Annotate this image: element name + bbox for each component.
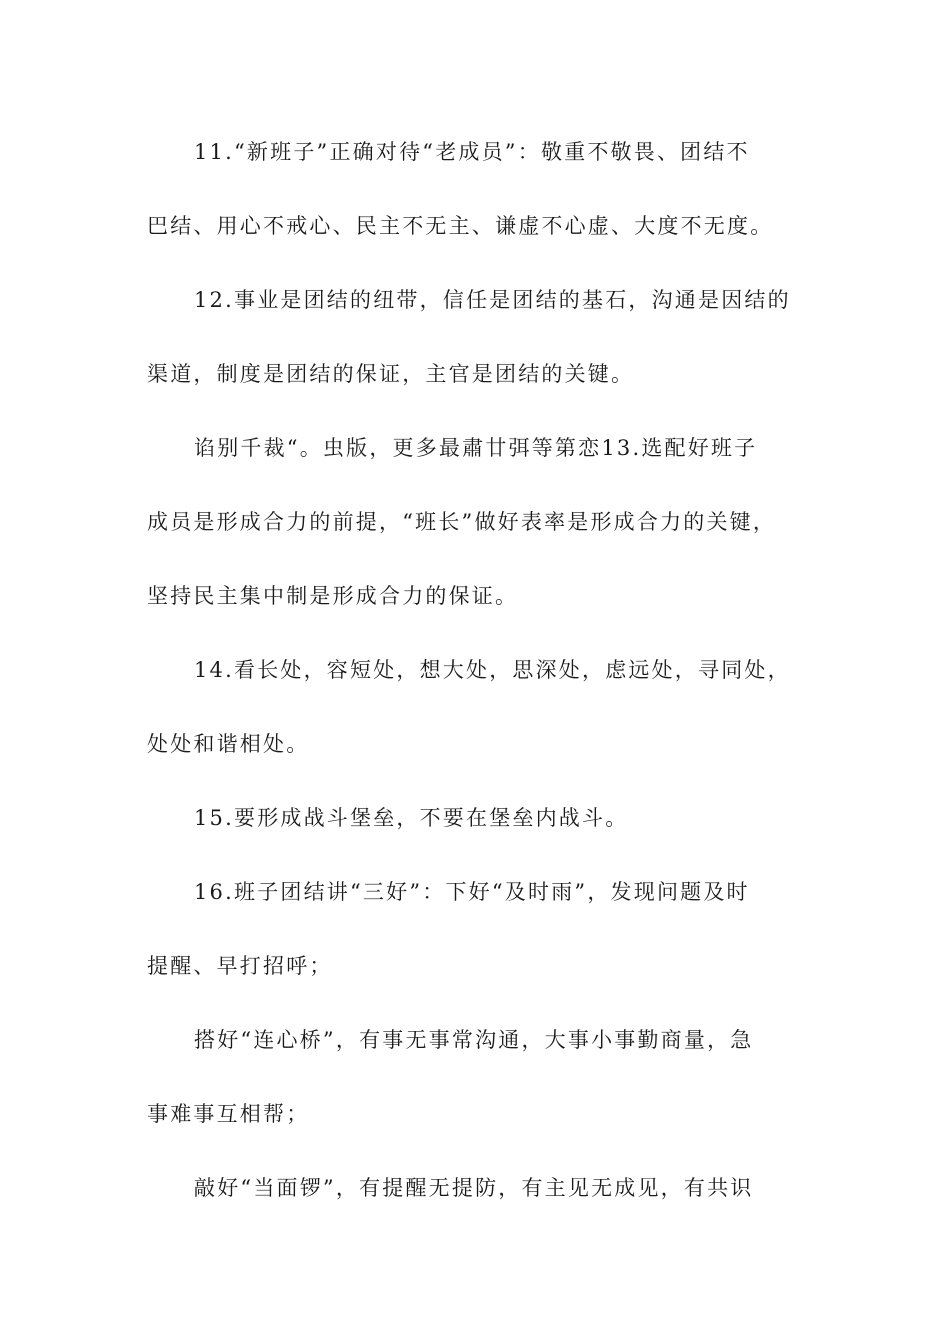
text-line-5: 谄别千裁“。虫版，更多最肅廿弭等第恋13.选配好班子 bbox=[194, 436, 758, 460]
text-line-15: 敲好“当面锣”，有提醒无提防，有主见无成见，有共识 bbox=[194, 1176, 754, 1200]
text-line-10: 15.要形成战斗堡垒，不要在堡垒内战斗。 bbox=[194, 806, 629, 830]
text-line-3: 12.事业是团结的纽带，信任是团结的基石，沟通是因结的 bbox=[194, 288, 791, 312]
text-line-6: 成员是形成合力的前提，“班长”做好表率是形成合力的关键， bbox=[147, 510, 777, 534]
text-line-1: 11.“新班子”正确对待“老成员”：敬重不敬畏、团结不 bbox=[194, 140, 750, 164]
text-line-9: 处处和谐相处。 bbox=[147, 732, 310, 756]
text-line-2: 巴结、用心不戒心、民主不无主、谦虚不心虚、大度不无度。 bbox=[147, 214, 774, 238]
text-line-7: 坚持民主集中制是形成合力的保证。 bbox=[147, 584, 519, 608]
text-line-4: 渠道，制度是团结的保证，主官是团结的关键。 bbox=[147, 362, 635, 386]
text-line-8: 14.看长处，容短处，想大处，思深处，虑远处，寻同处， bbox=[194, 658, 791, 682]
text-line-13: 搭好“连心桥”，有事无事常沟通，大事小事勤商量，急 bbox=[194, 1028, 754, 1052]
text-line-11: 16.班子团结讲“三好”：下好“及时雨”，发现问题及时 bbox=[194, 880, 750, 904]
text-line-14: 事难事互相帮； bbox=[147, 1102, 310, 1126]
text-line-12: 提醒、早打招呼； bbox=[147, 954, 333, 978]
